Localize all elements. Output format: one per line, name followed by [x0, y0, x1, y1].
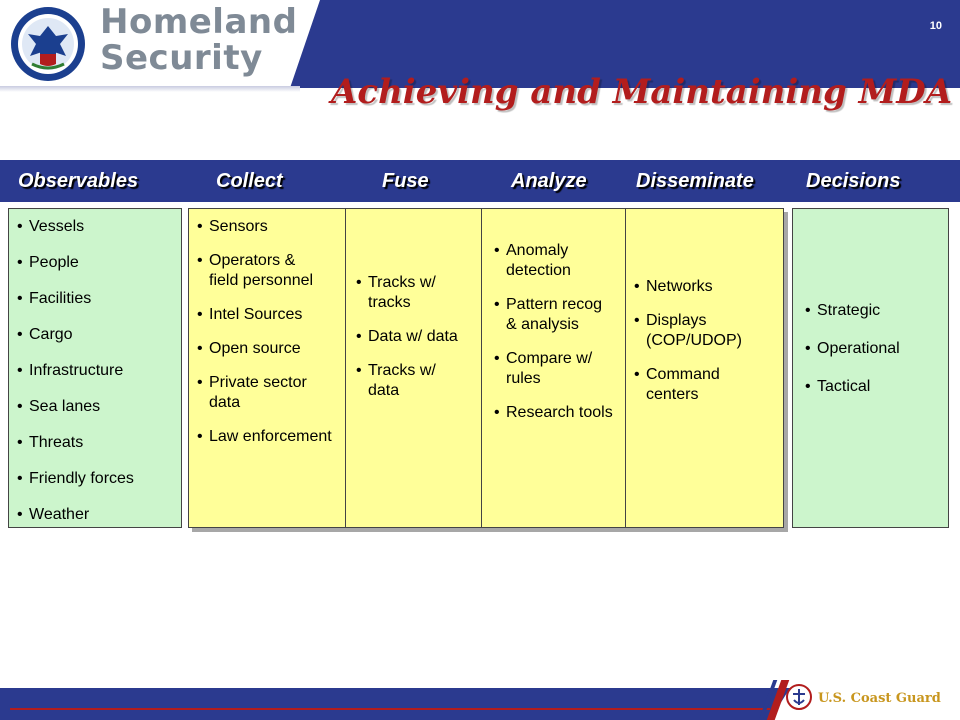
analyze-list: [494, 241, 621, 423]
footer-red-line: [10, 708, 770, 710]
list-item: • People: [17, 253, 181, 273]
list-item: • Compare w/ rules: [494, 349, 606, 389]
dhs-seal-icon: [10, 6, 86, 82]
list-item: • Tracks w/ data: [356, 361, 468, 401]
stage-disseminate: Disseminate: [636, 170, 754, 192]
stage-observables: Observables: [18, 170, 139, 192]
list-item: • Open source: [197, 339, 341, 359]
coast-guard-emblem-icon: [786, 684, 812, 710]
list-item: • Weather: [17, 505, 181, 525]
list-item: • Strategic: [805, 301, 944, 321]
list-item: • Intel Sources: [197, 305, 341, 325]
list-item: • Research tools: [494, 403, 616, 423]
list-item: • Networks: [634, 277, 779, 297]
list-item: • Command centers: [634, 365, 746, 405]
stage-decisions: Decisions: [806, 170, 901, 192]
list-item: • Friendly forces: [17, 469, 181, 489]
fuse-list: [356, 273, 477, 401]
brand-line-2: Security: [100, 38, 263, 78]
title-shade: [0, 86, 300, 92]
decisions-box: [792, 208, 949, 528]
list-item: • Tactical: [805, 377, 944, 397]
list-item: • Displays (COP/UDOP): [634, 311, 776, 351]
analyze-box: [481, 208, 626, 528]
slide-title: Achieving and Maintaining MDA: [331, 72, 953, 112]
stage-bar: [0, 160, 960, 202]
list-item: • Operational: [805, 339, 944, 359]
observables-box: [8, 208, 182, 528]
decisions-list: [805, 301, 944, 397]
stage-analyze: Analyze: [511, 170, 587, 192]
collect-list: [197, 217, 341, 447]
brand-line-1: Homeland: [100, 2, 298, 42]
list-item: • Data w/ data: [356, 327, 458, 347]
list-item: • Anomaly detection: [494, 241, 606, 281]
list-item: • Private sector data: [197, 373, 319, 413]
list-item: • Sea lanes: [17, 397, 181, 417]
list-item: • Law enforcement: [197, 427, 339, 447]
list-item: • Infrastructure: [17, 361, 181, 381]
list-item: • Cargo: [17, 325, 181, 345]
disseminate-list: [634, 277, 779, 405]
list-item: • Vessels: [17, 217, 181, 237]
observables-list: [17, 217, 181, 525]
collect-box: [188, 208, 346, 528]
list-item: • Pattern recog & analysis: [494, 295, 606, 335]
list-item: • Facilities: [17, 289, 181, 309]
slide-number: 10: [929, 20, 942, 32]
fuse-box: [345, 208, 482, 528]
list-item: • Threats: [17, 433, 181, 453]
stage-fuse: Fuse: [382, 170, 429, 192]
list-item: • Operators & field personnel: [197, 251, 329, 291]
coast-guard-label: U.S. Coast Guard: [818, 691, 941, 706]
disseminate-box: [625, 208, 784, 528]
list-item: • Tracks w/ tracks: [356, 273, 468, 313]
list-item: • Sensors: [197, 217, 341, 237]
stage-collect: Collect: [216, 170, 283, 192]
brand-name: [100, 4, 297, 76]
